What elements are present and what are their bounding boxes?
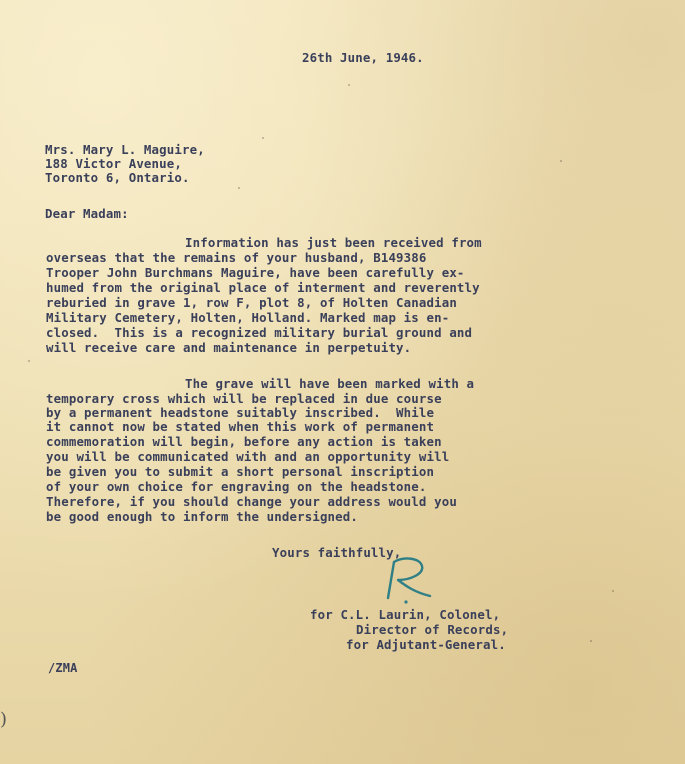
salutation: Dear Madam:	[45, 206, 129, 221]
paragraph2-line: The grave will have been marked with a	[185, 376, 475, 391]
paragraph1-line: reburied in grave 1, row F, plot 8, of Holten Canadian	[46, 295, 457, 310]
paper-speck	[238, 187, 240, 189]
handwritten-signature	[370, 556, 442, 608]
paragraph1-line: will receive care and maintenance in perpetuity.	[46, 340, 412, 355]
recipient-city: Toronto 6, Ontario.	[45, 170, 190, 185]
paragraph1-line: Military Cemetery, Holten, Holland. Marked map is en-	[46, 310, 450, 325]
letter-date: 26th June, 1946.	[302, 50, 424, 65]
paper-speck	[28, 360, 30, 362]
recipient-name: Mrs. Mary L. Maguire,	[45, 142, 205, 157]
paper-speck	[262, 137, 264, 139]
paragraph2-line: of your own choice for engraving on the headstone.	[46, 479, 427, 494]
paragraph1-line: closed. This is a recognized military burial ground and	[46, 325, 473, 340]
paper-speck	[612, 590, 614, 592]
paragraph2-line: by a permanent headstone suitably inscribed. While	[46, 405, 435, 420]
paper-speck	[348, 84, 350, 86]
paragraph2-line: be good enough to inform the undersigned.	[46, 509, 359, 524]
recipient-street: 188 Victor Avenue,	[45, 156, 182, 171]
paper-speck	[560, 160, 562, 162]
signatory-line: for C.L. Laurin, Colonel,	[310, 607, 501, 622]
paragraph2-line: commemoration will begin, before any action is taken	[46, 434, 442, 449]
paper-speck	[590, 640, 592, 642]
paragraph2-line: temporary cross which will be replaced in due course	[46, 391, 442, 406]
paragraph1-line: Information has just been received from	[185, 235, 482, 250]
paragraph1-line: humed from the original place of interment and reverently	[46, 280, 480, 295]
reference-code: /ZMA	[48, 661, 78, 675]
signatory-line: for Adjutant-General.	[346, 637, 506, 652]
paragraph1-line: overseas that the remains of your husband, B149386	[46, 250, 427, 265]
closing: Yours faithfully,	[272, 545, 402, 560]
edge-mark: )	[0, 709, 8, 730]
paragraph1-line: Trooper John Burchmans Maguire, have been carefully ex-	[46, 265, 465, 280]
paragraph2-line: you will be communicated with and an opportunity will	[46, 449, 450, 464]
signatory-line: Director of Records,	[356, 622, 509, 637]
paragraph2-line: it cannot now be stated when this work of permanent	[46, 419, 435, 434]
paragraph2-line: Therefore, if you should change your address would you	[46, 494, 457, 509]
paragraph2-line: be given you to submit a short personal inscription	[46, 464, 435, 479]
